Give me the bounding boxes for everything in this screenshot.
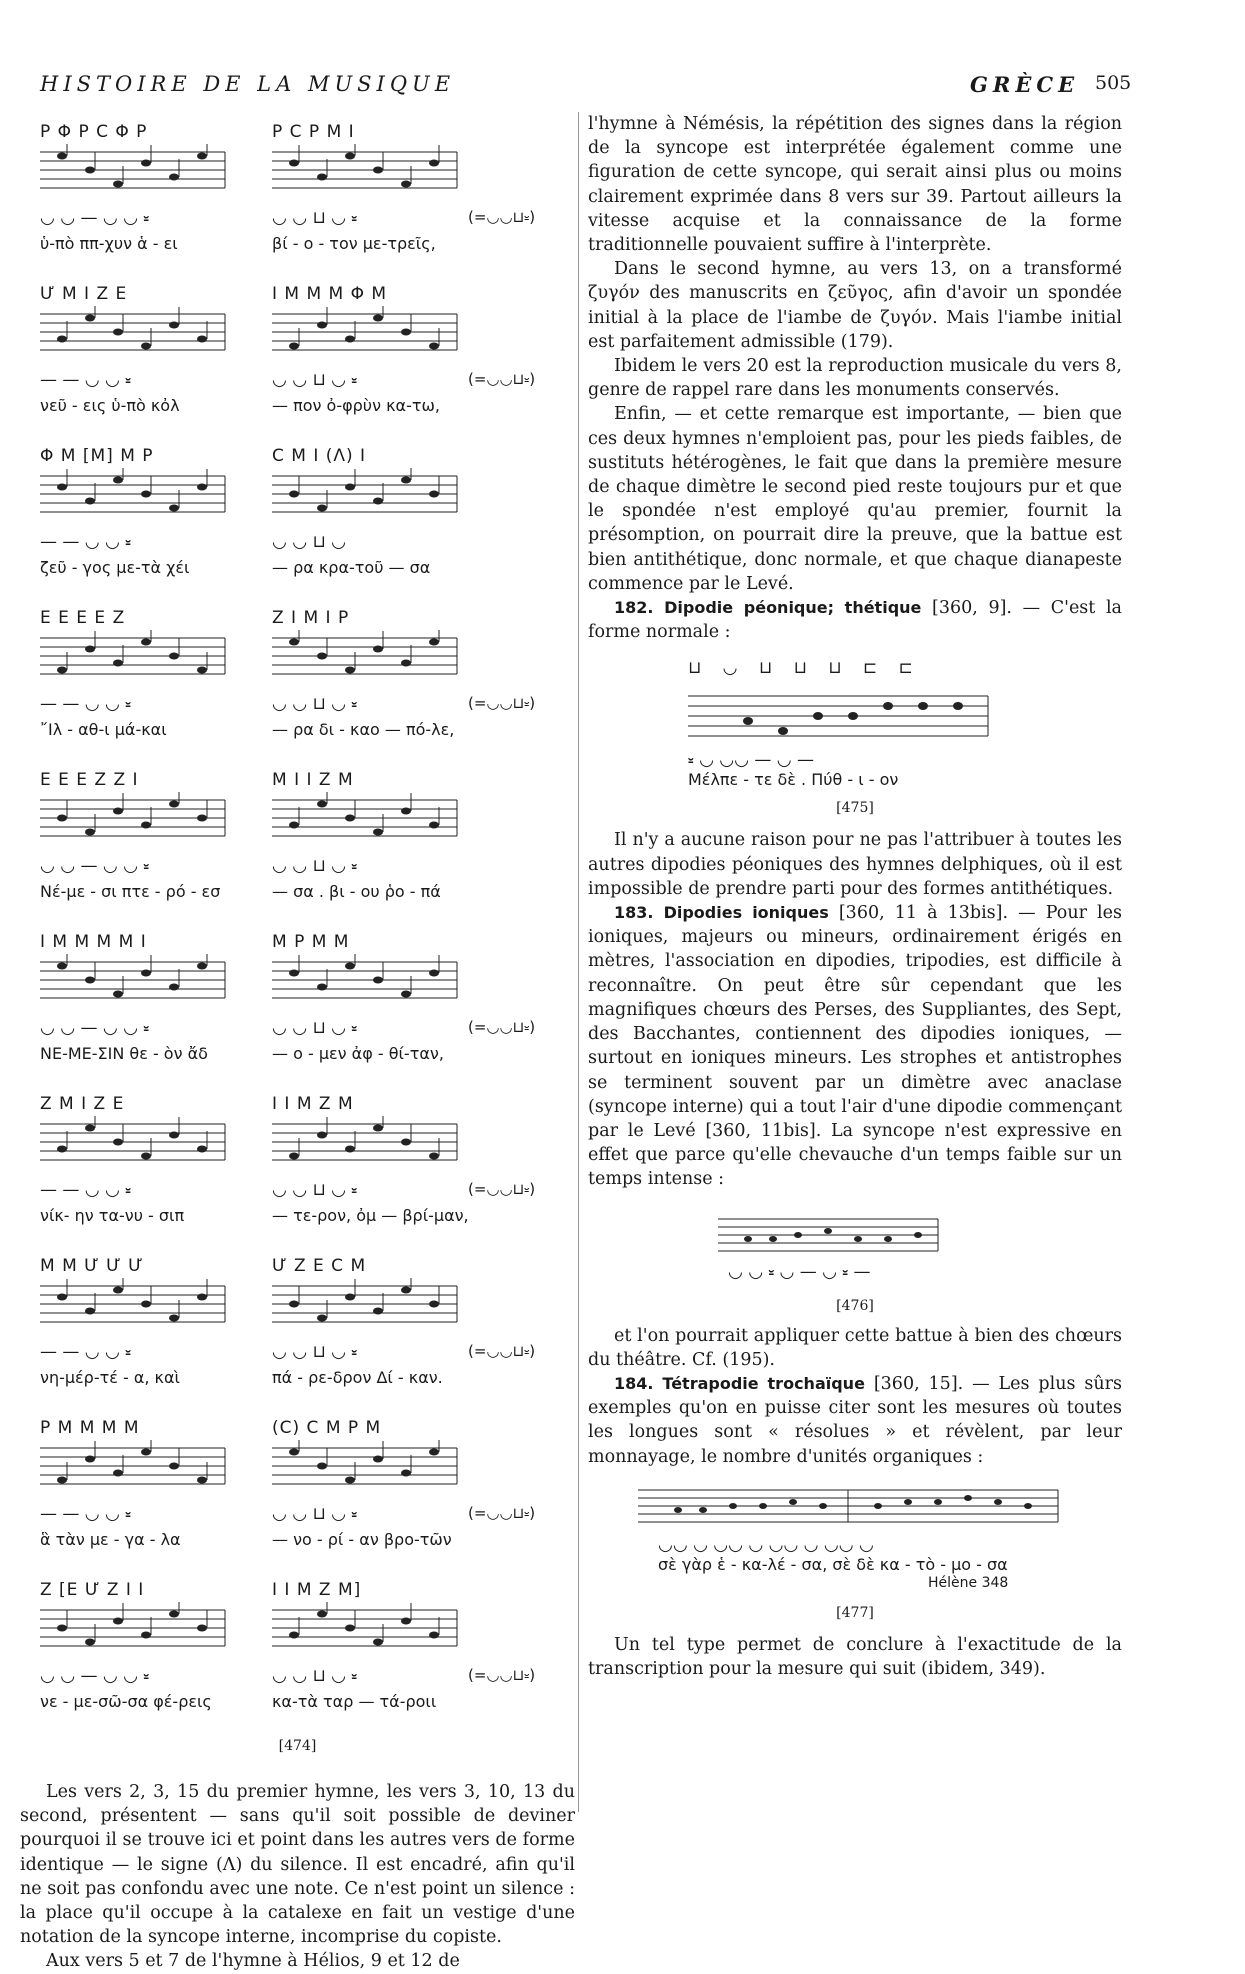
left-paragraph-2: Aux vers 5 et 7 de l'hymne à Hélios, 9 et 12 de [46,1951,460,1972]
staff [272,1278,462,1330]
meter-marks: — — ◡ ◡ ⏓ [40,694,131,714]
section-184-title: 184. Tétrapodie trochaïque [614,1373,865,1393]
column-divider [578,112,579,1812]
example-first-half [40,1408,290,1558]
notation-letters: Ư Ζ Ε C Μ [272,1256,367,1276]
staff [40,144,230,196]
staff [272,630,462,682]
example-row [20,1084,575,1246]
notation-letters: Ζ Ι Μ Ι Ρ [272,608,350,628]
m476-staff [718,1214,948,1264]
greek-words: — νο - ρί - αν βρο-τῶν [272,1530,452,1549]
section-184-text: [360, 15]. — Les plus sûrs exemples qu'on en puisse citer sont les mesures où toutes les longues sont « résolues » et révèlent, par leur monnayage, le nombre d'unités organiques : [588,1373,1122,1467]
meter-equivalence: (=◡◡⊔⏓) [468,208,536,226]
left-column [20,112,575,1974]
example-second-half [272,598,536,748]
example-second-half [272,922,536,1072]
example-row [20,112,575,274]
notation-letters: Μ Ρ Μ Μ [272,932,350,952]
music-example-477 [588,1477,1122,1597]
greek-words: πά - ρε-δρον Δί - καν. [272,1368,443,1387]
greek-words: νίκ- ην τα-νυ - σιπ [40,1206,185,1225]
right-paragraph-4: Enfin, — et cette remarque est importante, — bien que ces deux hymnes n'emploient pas, pour les pieds faibles, de sustituts hétérogènes, le fait que dans la première mesure de chaque dimètre le second pied reste toujours pur et que le spondée n'est employé qu'au premier, fournit la présomption, on pourrait dire la preuve, que la battue est bien antithétique, donc normale, et que chaque dianapeste commence par le Levé. [588,404,1122,594]
section-183-title: 183. Dipodies ioniques [614,903,829,923]
example-first-half [40,1246,290,1396]
staff [272,954,462,1006]
section-title: GRÈCE [970,72,1080,97]
right-column [588,112,1122,1681]
meter-marks: ◡ ◡ — ◡ ◡ ⏓ [40,1666,150,1686]
running-title: HISTOIRE DE LA MUSIQUE [40,72,456,96]
m477-words: σὲ γὰρ ἑ - κα-λέ - σα, σὲ δὲ κα - τὸ - μο - σα [658,1554,1008,1574]
staff [272,1440,462,1492]
greek-words: — ρα δι - καο — πό-λε, [272,720,455,739]
section-183 [588,901,1122,1191]
meter-marks: ◡ ◡ — ◡ ◡ ⏓ [40,856,150,876]
meter-equivalence: (=◡◡⊔⏓) [468,1180,536,1198]
meter-equivalence: (=◡◡⊔⏓) [468,694,536,712]
example-second-half [272,274,536,424]
meter-marks: ◡ ◡ ⊔ ◡ ⏓ [272,1666,358,1686]
staff [272,1116,462,1168]
staff [40,1440,230,1492]
example-second-half [272,1570,536,1720]
notation-letters: Μ Μ Ư Ư Ư [40,1256,144,1276]
figure-number-476: [476] [836,1297,874,1314]
greek-words: ἃ τὰν με - γα - λα [40,1530,181,1549]
greek-words: νε - με-σῶ-σα φέ-ρεις [40,1692,212,1711]
example-first-half [40,112,290,262]
staff [272,144,462,196]
notation-letters: Ι Μ Μ Μ Μ Ι [40,932,147,952]
example-row [20,436,575,598]
greek-words: — σα . βι - ου ῥο - πά [272,882,441,901]
greek-words: Νέ-με - σι πτε - ρό - εσ [40,882,221,901]
notation-letters: C Μ Ι (Λ) Ι [272,446,367,466]
notation-letters: Ε Ε Ε Ζ Ζ Ι [40,770,139,790]
right-paragraph-7: Un tel type permet de conclure à l'exactitude de la transcription pour la mesure qui suit (ibidem, 349). [588,1634,1122,1679]
section-183-text: [360, 11 à 13bis]. — Pour les ioniques, majeurs ou mineurs, ordinairement érigés en mètres, l'association en dipodies, tripodies, est difficile à reconnaître. On peut être sûr cependant que les magnifiques chœurs des Perses, des Suppliantes, des Sept, des Bacchantes, contiennent des dipodies ioniques, — surtout en ioniques mineurs. Les strophes et antistrophes se terminent souvent par un dimètre avec anaclase (syncope interne) qui a tout l'air d'une dipodie commençant par le Levé [360, 11bis]. La syncope n'est expressive en effet que parce qu'elle chevauche d'un temps faible sur un temps intense : [588,903,1122,1190]
notation-letters: Ζ [Ε Ư Ζ Ι Ι [40,1580,145,1600]
notation-letters: Ι Μ Μ Μ Φ Μ [272,284,388,304]
staff [40,1602,230,1654]
notation-letters: Ι Ι Μ Ζ Μ [272,1094,354,1114]
greek-words: — πον ὀ-φρὺν κα-τω, [272,396,440,415]
meter-marks: ◡ ◡ ⊔ ◡ ⏓ [272,1180,358,1200]
notation-letters: Φ Μ [Μ] Μ Ρ [40,446,154,466]
greek-words: — ο - μεν ἀφ - θί-ταν, [272,1044,444,1063]
meter-marks: ◡ ◡ ⊔ ◡ [272,532,346,552]
meter-marks: — — ◡ ◡ ⏓ [40,1180,131,1200]
staff [272,468,462,520]
meter-equivalence: (=◡◡⊔⏓) [468,1666,536,1684]
staff [272,792,462,844]
figure-number-474: [474] [278,1738,317,1754]
notation-letters: Ε Ε Ε Ε Ζ [40,608,126,628]
music-examples-474 [20,112,575,1732]
meter-marks: ◡ ◡ ⊔ ◡ ⏓ [272,856,358,876]
meter-marks: — — ◡ ◡ ⏓ [40,370,131,390]
greek-words: νη-μέρ-τέ - α, καὶ [40,1368,180,1387]
m477-meter: ◡◡ ◡ ◡◡ ◡ ◡◡ ◡ ◡◡ ◡ [658,1534,874,1555]
meter-marks: ◡ ◡ ⊔ ◡ ⏓ [272,208,358,228]
staff [40,468,230,520]
example-row [20,1246,575,1408]
example-second-half [272,1084,536,1234]
section-182-text: [360, 9]. — C'est la forme normale : [588,598,1122,643]
figure-number-475: [475] [836,800,874,817]
staff [40,1116,230,1168]
m475-letters: ⊔ ◡ ⊔ ⊔ ⊔ ⊏ ⊏ [688,658,921,679]
example-row [20,1570,575,1732]
right-paragraph-5: Il n'y a aucune raison pour ne pas l'attribuer à toutes les autres dipodies péoniques des hymnes delphiques, où il est impossible de prendre parti pour des formes antithétiques. [588,830,1122,899]
greek-words: νεῦ - εις ὑ-πὸ κὀλ [40,396,180,415]
greek-words: ῎Ιλ - αθ-ι μά-και [40,720,167,739]
notation-letters: Ư Μ Ι Ζ Ε [40,284,128,304]
meter-marks: ◡ ◡ — ◡ ◡ ⏓ [40,208,150,228]
example-second-half [272,1246,536,1396]
meter-equivalence: (=◡◡⊔⏓) [468,370,536,388]
m477-staff [638,1485,1068,1535]
example-first-half [40,1084,290,1234]
staff [40,306,230,358]
notation-letters: Ζ Μ Ι Ζ Ε [40,1094,125,1114]
greek-words: κα-τὰ ταρ — τά-ροιι [272,1692,437,1711]
greek-words: βί - ο - τον με-τρεῖς, [272,234,436,253]
m476-meter: ◡ ◡ ⏓ ◡ — ◡ ⏓ — [728,1261,871,1282]
m477-reference: Hélène 348 [928,1574,1009,1591]
notation-letters: Μ Ι Ι Ζ Μ [272,770,354,790]
example-first-half [40,598,290,748]
staff [40,1278,230,1330]
example-first-half [40,274,290,424]
right-paragraph-2: Dans le second hymne, au vers 13, on a transformé ζυγόν des manuscrits en ζεῦγος, afin d'avoir un spondée initial à la place de l'iambe de ζυγόν. Mais l'iambe initial est parfaitement admissible (179). [588,259,1122,352]
staff [40,630,230,682]
example-second-half [272,112,536,262]
notation-letters: Ι Ι Μ Ζ Μ] [272,1580,362,1600]
m475-words: Μέλπε - τε δὲ . Πύθ - ι - ον [688,770,899,790]
figure-number-477: [477] [836,1604,874,1621]
example-second-half [272,760,522,910]
example-row [20,760,575,922]
notation-letters: Ρ C Ρ Μ Ι [272,122,355,142]
example-row [20,1408,575,1570]
right-paragraph-1: l'hymne à Némésis, la répétition des signes dans la région de la syncope est interprétée également comme une figuration de cette syncope, qui serait ainsi plus ou moins clairement exprimée dans 8 vers sur 39. Partout ailleurs la vitesse acquise et la connaissance de la forme traditionnelle pouvaient suffire à l'interprète. [588,114,1122,256]
meter-marks: ◡ ◡ ⊔ ◡ ⏓ [272,1342,358,1362]
meter-marks: ◡ ◡ ⊔ ◡ ⏓ [272,694,358,714]
meter-marks: ◡ ◡ ⊔ ◡ ⏓ [272,1018,358,1038]
greek-words: — τε-ρον, ὀμ — βρί-μαν, [272,1206,469,1225]
right-paragraph-3: Ibidem le vers 20 est la reproduction musicale du vers 8, genre de rappel rare dans les monuments conservés. [588,356,1122,401]
left-paragraph-1: Les vers 2, 3, 15 du premier hymne, les vers 3, 10, 13 du second, présentent — sans qu'il soit possible de deviner pourquoi il se trouve ici et point dans les autres vers de forme identique — le signe (Λ) du silence. Il est encadré, afin qu'il ne soit pas confondu avec une note. Ce n'est point un silence : la place qu'il occupe à la catalexe en fait un vestige d'une notation de la syncope interne, incomprise du copiste. [20,1782,575,1948]
section-184 [588,1372,1122,1469]
staff [272,306,462,358]
music-example-476 [588,1200,1122,1290]
notation-letters: Ρ Φ Ρ C Φ Ρ [40,122,148,142]
section-182 [588,596,1122,644]
notation-letters: Ρ Μ Μ Μ Μ [40,1418,140,1438]
example-first-half [40,436,290,586]
staff [40,792,230,844]
meter-marks: ◡ ◡ ⊔ ◡ ⏓ [272,370,358,390]
example-second-half [272,436,522,586]
greek-words: — ρα κρα-τοῦ — σα [272,558,431,577]
meter-marks: — — ◡ ◡ ⏓ [40,1504,131,1524]
example-first-half [40,922,290,1072]
example-first-half [40,760,290,910]
meter-equivalence: (=◡◡⊔⏓) [468,1342,536,1360]
example-row [20,274,575,436]
greek-words: ὑ-πὸ ππ-χυν ἁ - ει [40,234,178,253]
greek-words: ΝΕ-ΜΕ-ΣΙΝ θε - ὸν ἄδ [40,1044,208,1063]
meter-marks: — — ◡ ◡ ⏓ [40,1342,131,1362]
page-number: 505 [1095,72,1132,94]
meter-marks: — — ◡ ◡ ⏓ [40,532,131,552]
example-first-half [40,1570,290,1720]
example-second-half [272,1408,536,1558]
meter-marks: ◡ ◡ ⊔ ◡ ⏓ [272,1504,358,1524]
meter-equivalence: (=◡◡⊔⏓) [468,1504,536,1522]
staff [272,1602,462,1654]
meter-equivalence: (=◡◡⊔⏓) [468,1018,536,1036]
notation-letters: (C) C Μ Ρ Μ [272,1418,382,1438]
meter-marks: ◡ ◡ — ◡ ◡ ⏓ [40,1018,150,1038]
example-row [20,922,575,1084]
example-row [20,598,575,760]
m475-meter: ⏓ ◡ ◡◡ — ◡ — [688,750,815,771]
section-182-title: 182. Dipodie péonique; thétique [614,598,922,618]
music-example-475 [588,652,1122,792]
staff [40,954,230,1006]
m475-staff [688,686,998,746]
right-paragraph-6: et l'on pourrait appliquer cette battue à bien des chœurs du théâtre. Cf. (195). [588,1325,1122,1370]
greek-words: ζεῦ - γος με-τὰ χέι [40,558,190,577]
